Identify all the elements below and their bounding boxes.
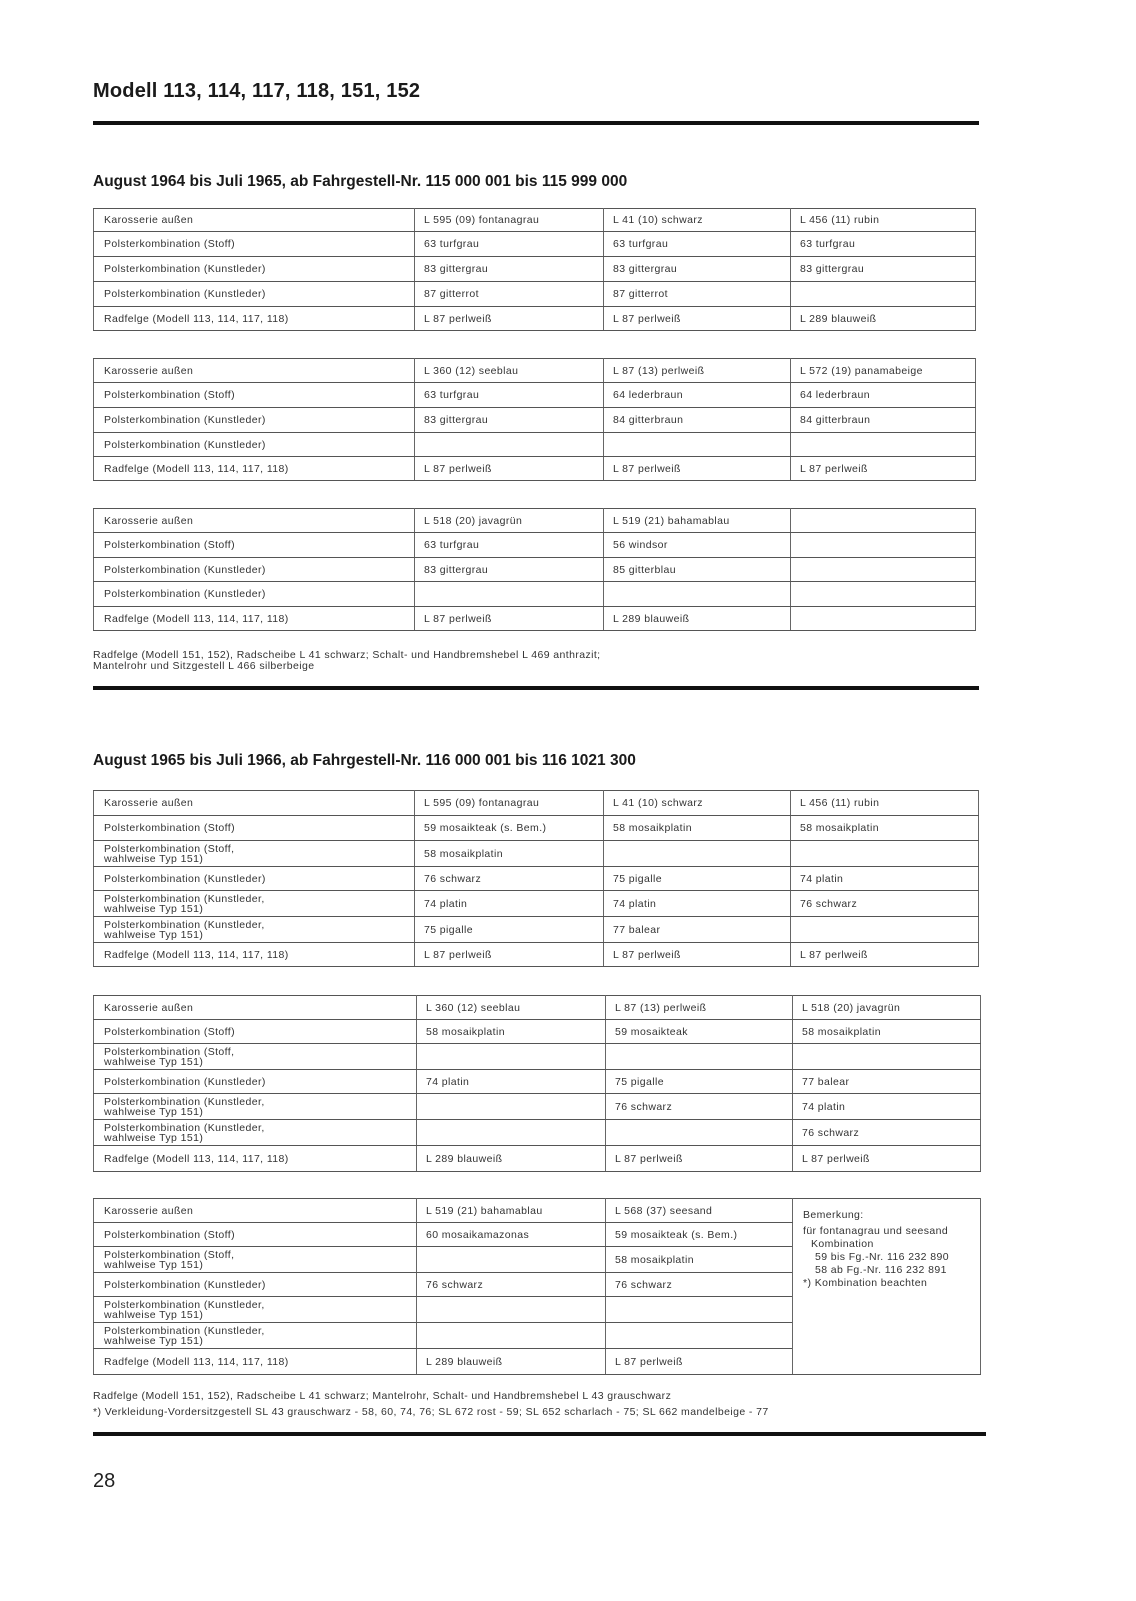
- section-1-title: August 1964 bis Juli 1965, ab Fahrgestell-Nr. 115 000 001 bis 115 999 000: [93, 173, 628, 190]
- table-cell: [793, 1044, 981, 1070]
- spec-table: [93, 1198, 981, 1375]
- table-cell: L 87 perlweiß: [791, 457, 976, 481]
- table-row: [94, 891, 979, 917]
- table-cell: [417, 1044, 606, 1070]
- table-cell: L 518 (20) javagrün: [415, 509, 604, 533]
- table-cell: [417, 1323, 606, 1349]
- table-cell: L 87 perlweiß: [791, 943, 979, 967]
- section-1-note-1: Radfelge (Modell 151, 152), Radscheibe L 41 schwarz; Schalt- und Handbremshebel L 469 anthrazit;: [93, 649, 601, 661]
- table-cell: 58 mosaikplatin: [604, 816, 791, 841]
- table-cell: 58 mosaikplatin: [791, 816, 979, 841]
- row-label: Polsterkombination (Stoff): [94, 232, 415, 257]
- table-cell: 75 pigalle: [415, 917, 604, 943]
- spec-table: [93, 358, 976, 481]
- page-number: 28: [93, 1470, 116, 1492]
- table-row: [94, 1020, 981, 1044]
- table-cell: 76 schwarz: [791, 891, 979, 917]
- table-cell: [415, 582, 604, 607]
- remark-line: 59 bis Fg.-Nr. 116 232 890: [815, 1251, 949, 1263]
- table-cell: L 41 (10) schwarz: [604, 791, 791, 816]
- table-cell: 63 turfgrau: [415, 383, 604, 408]
- table-cell: L 87 perlweiß: [793, 1146, 981, 1172]
- remark-cell: [793, 1199, 981, 1375]
- table-cell: L 87 (13) perlweiß: [606, 996, 793, 1020]
- table-row: [94, 433, 976, 457]
- table-cell: [791, 433, 976, 457]
- row-label: Polsterkombination (Kunstleder): [94, 282, 415, 307]
- table-cell: 63 turfgrau: [415, 232, 604, 257]
- table-cell: L 289 blauweiß: [417, 1146, 606, 1172]
- table-row: [94, 307, 976, 331]
- table-cell: L 518 (20) javagrün: [793, 996, 981, 1020]
- table-cell: 83 gittergrau: [415, 558, 604, 582]
- row-label: Polsterkombination (Kunstleder): [94, 257, 415, 282]
- table-row: [94, 996, 981, 1020]
- row-label: Polsterkombination (Stoff): [94, 816, 415, 841]
- table-cell: 85 gitterblau: [604, 558, 791, 582]
- table-cell: L 568 (37) seesand: [606, 1199, 793, 1223]
- table-cell: L 41 (10) schwarz: [604, 209, 791, 232]
- table-cell: [604, 841, 791, 867]
- table-cell: 74 platin: [417, 1070, 606, 1094]
- table-cell: L 87 perlweiß: [604, 457, 791, 481]
- table-cell: [415, 433, 604, 457]
- row-label: Polsterkombination (Kunstleder): [94, 433, 415, 457]
- table-row: [94, 232, 976, 257]
- table-row: [94, 943, 979, 967]
- table-cell: 58 mosaikplatin: [606, 1247, 793, 1273]
- row-label: Polsterkombination (Kunstleder): [94, 408, 415, 433]
- table-cell: [417, 1120, 606, 1146]
- table-cell: 83 gittergrau: [604, 257, 791, 282]
- table-cell: L 87 perlweiß: [415, 943, 604, 967]
- table-row: [94, 533, 976, 558]
- table-cell: 76 schwarz: [606, 1273, 793, 1297]
- table-cell: L 360 (12) seeblau: [417, 996, 606, 1020]
- remark-line: Kombination: [811, 1238, 874, 1250]
- section-2-note-1: Radfelge (Modell 151, 152), Radscheibe L 41 schwarz; Mantelrohr, Schalt- und Handbremshebel L 43 grauschwarz: [93, 1390, 672, 1402]
- row-label: Polsterkombination (Kunstleder, wahlweise Typ 151): [94, 891, 415, 917]
- table-cell: L 289 blauweiß: [791, 307, 976, 331]
- table-cell: 75 pigalle: [606, 1070, 793, 1094]
- row-label: Karosserie außen: [94, 791, 415, 816]
- table-row: [94, 841, 979, 867]
- table-cell: 77 balear: [793, 1070, 981, 1094]
- row-label: Polsterkombination (Kunstleder): [94, 1070, 417, 1094]
- table-cell: 75 pigalle: [604, 867, 791, 891]
- table-row: [94, 383, 976, 408]
- row-label: Polsterkombination (Kunstleder, wahlweise Typ 151): [94, 1297, 417, 1323]
- row-label: Radfelge (Modell 113, 114, 117, 118): [94, 1146, 417, 1172]
- table-cell: [606, 1120, 793, 1146]
- table-row: [94, 791, 979, 816]
- table-cell: 74 platin: [415, 891, 604, 917]
- table-cell: 77 balear: [604, 917, 791, 943]
- row-label: Polsterkombination (Kunstleder, wahlweise Typ 151): [94, 917, 415, 943]
- table-cell: 59 mosaikteak: [606, 1020, 793, 1044]
- table-cell: [791, 607, 976, 631]
- table-cell: 76 schwarz: [793, 1120, 981, 1146]
- table-row: [94, 1120, 981, 1146]
- table-row: [94, 408, 976, 433]
- table-row: [94, 816, 979, 841]
- table-cell: 87 gitterrot: [415, 282, 604, 307]
- section-2-note-2: *) Verkleidung-Vordersitzgestell SL 43 grauschwarz - 58, 60, 74, 76; SL 672 rost - 59; SL 652 scharlach - 75; SL 662 mandelbeige - 77: [93, 1406, 769, 1418]
- row-label: Karosserie außen: [94, 509, 415, 533]
- table-cell: 64 lederbraun: [791, 383, 976, 408]
- row-label: Polsterkombination (Stoff): [94, 383, 415, 408]
- table-cell: 58 mosaikplatin: [793, 1020, 981, 1044]
- row-label: Radfelge (Modell 113, 114, 117, 118): [94, 943, 415, 967]
- table-cell: L 87 perlweiß: [415, 607, 604, 631]
- row-label: Polsterkombination (Kunstleder, wahlweise Typ 151): [94, 1120, 417, 1146]
- row-label: Polsterkombination (Kunstleder, wahlweise Typ 151): [94, 1323, 417, 1349]
- table-row: [94, 209, 976, 232]
- table-cell: [791, 509, 976, 533]
- spec-table: [93, 995, 981, 1172]
- header-rule: [93, 121, 979, 125]
- table-cell: L 87 perlweiß: [604, 943, 791, 967]
- table-cell: [791, 558, 976, 582]
- table-cell: 58 mosaikplatin: [415, 841, 604, 867]
- table-cell: 83 gittergrau: [791, 257, 976, 282]
- table-cell: L 360 (12) seeblau: [415, 359, 604, 383]
- row-label: Polsterkombination (Stoff): [94, 533, 415, 558]
- row-label: Radfelge (Modell 113, 114, 117, 118): [94, 457, 415, 481]
- table-cell: [606, 1044, 793, 1070]
- table-cell: L 572 (19) panamabeige: [791, 359, 976, 383]
- table-cell: L 87 perlweiß: [606, 1146, 793, 1172]
- table-cell: 84 gitterbraun: [791, 408, 976, 433]
- table-row: [94, 457, 976, 481]
- row-label: Karosserie außen: [94, 209, 415, 232]
- table-cell: [417, 1247, 606, 1273]
- table-cell: 58 mosaikplatin: [417, 1020, 606, 1044]
- table-row: [94, 917, 979, 943]
- table-cell: L 595 (09) fontanagrau: [415, 791, 604, 816]
- section-1-rule: [93, 686, 979, 690]
- table-cell: [791, 841, 979, 867]
- table-cell: L 87 perlweiß: [606, 1349, 793, 1375]
- table-cell: L 87 perlweiß: [604, 307, 791, 331]
- table-cell: [791, 282, 976, 307]
- table-row: [94, 359, 976, 383]
- row-label: Polsterkombination (Kunstleder, wahlweise Typ 151): [94, 1094, 417, 1120]
- spec-table: [93, 508, 976, 631]
- table-cell: [417, 1094, 606, 1120]
- table-cell: 87 gitterrot: [604, 282, 791, 307]
- table-row: [94, 607, 976, 631]
- table-cell: [604, 433, 791, 457]
- row-label: Karosserie außen: [94, 996, 417, 1020]
- table-row: [94, 1146, 981, 1172]
- table-cell: [606, 1323, 793, 1349]
- row-label: Karosserie außen: [94, 359, 415, 383]
- table-row: [94, 582, 976, 607]
- table-row: [94, 558, 976, 582]
- table-row: [94, 1199, 981, 1223]
- row-label: Polsterkombination (Stoff): [94, 1020, 417, 1044]
- table-cell: L 289 blauweiß: [417, 1349, 606, 1375]
- table-cell: 76 schwarz: [415, 867, 604, 891]
- table-cell: 83 gittergrau: [415, 408, 604, 433]
- table-cell: 59 mosaikteak (s. Bem.): [606, 1223, 793, 1247]
- table-cell: [791, 582, 976, 607]
- table-cell: 59 mosaikteak (s. Bem.): [415, 816, 604, 841]
- row-label: Polsterkombination (Stoff, wahlweise Typ 151): [94, 1044, 417, 1070]
- remark-line: 58 ab Fg.-Nr. 116 232 891: [815, 1264, 947, 1276]
- table-cell: 76 schwarz: [417, 1273, 606, 1297]
- row-label: Karosserie außen: [94, 1199, 417, 1223]
- table-row: [94, 867, 979, 891]
- table-cell: 83 gittergrau: [415, 257, 604, 282]
- table-cell: L 595 (09) fontanagrau: [415, 209, 604, 232]
- row-label: Radfelge (Modell 113, 114, 117, 118): [94, 1349, 417, 1375]
- table-cell: [604, 582, 791, 607]
- row-label: Radfelge (Modell 113, 114, 117, 118): [94, 307, 415, 331]
- table-row: [94, 282, 976, 307]
- table-cell: 64 lederbraun: [604, 383, 791, 408]
- spec-table: [93, 790, 979, 967]
- remark-line: für fontanagrau und seesand: [803, 1225, 949, 1237]
- row-label: Polsterkombination (Kunstleder): [94, 558, 415, 582]
- table-cell: L 289 blauweiß: [604, 607, 791, 631]
- table-row: [94, 1044, 981, 1070]
- row-label: Polsterkombination (Kunstleder): [94, 867, 415, 891]
- table-row: [94, 1070, 981, 1094]
- row-label: Polsterkombination (Stoff, wahlweise Typ 151): [94, 841, 415, 867]
- table-cell: 74 platin: [791, 867, 979, 891]
- table-cell: [417, 1297, 606, 1323]
- section-2-title: August 1965 bis Juli 1966, ab Fahrgestell-Nr. 116 000 001 bis 116 1021 300: [93, 752, 636, 769]
- row-label: Radfelge (Modell 113, 114, 117, 118): [94, 607, 415, 631]
- table-cell: [791, 917, 979, 943]
- table-cell: 74 platin: [604, 891, 791, 917]
- section-2-rule: [93, 1432, 986, 1436]
- section-1-note-2: Mantelrohr und Sitzgestell L 466 silberbeige: [93, 660, 315, 672]
- table-row: [94, 509, 976, 533]
- table-cell: L 519 (21) bahamablau: [604, 509, 791, 533]
- table-cell: 76 schwarz: [606, 1094, 793, 1120]
- table-cell: L 456 (11) rubin: [791, 209, 976, 232]
- remark-line: *) Kombination beachten: [803, 1277, 928, 1289]
- table-cell: 56 windsor: [604, 533, 791, 558]
- table-cell: 74 platin: [793, 1094, 981, 1120]
- row-label: Polsterkombination (Stoff, wahlweise Typ 151): [94, 1247, 417, 1273]
- table-cell: 63 turfgrau: [415, 533, 604, 558]
- table-row: [94, 1094, 981, 1120]
- spec-table: [93, 208, 976, 331]
- row-label: Polsterkombination (Stoff): [94, 1223, 417, 1247]
- table-cell: 63 turfgrau: [604, 232, 791, 257]
- table-cell: L 87 perlweiß: [415, 457, 604, 481]
- table-cell: 60 mosaikamazonas: [417, 1223, 606, 1247]
- table-cell: 84 gitterbraun: [604, 408, 791, 433]
- table-cell: L 87 (13) perlweiß: [604, 359, 791, 383]
- table-row: [94, 257, 976, 282]
- remark-line: Bemerkung:: [803, 1209, 864, 1221]
- table-cell: L 87 perlweiß: [415, 307, 604, 331]
- table-cell: L 519 (21) bahamablau: [417, 1199, 606, 1223]
- table-cell: [791, 533, 976, 558]
- row-label: Polsterkombination (Kunstleder): [94, 582, 415, 607]
- table-cell: L 456 (11) rubin: [791, 791, 979, 816]
- row-label: Polsterkombination (Kunstleder): [94, 1273, 417, 1297]
- table-cell: 63 turfgrau: [791, 232, 976, 257]
- page-title: Modell 113, 114, 117, 118, 151, 152: [93, 80, 421, 102]
- table-cell: [606, 1297, 793, 1323]
